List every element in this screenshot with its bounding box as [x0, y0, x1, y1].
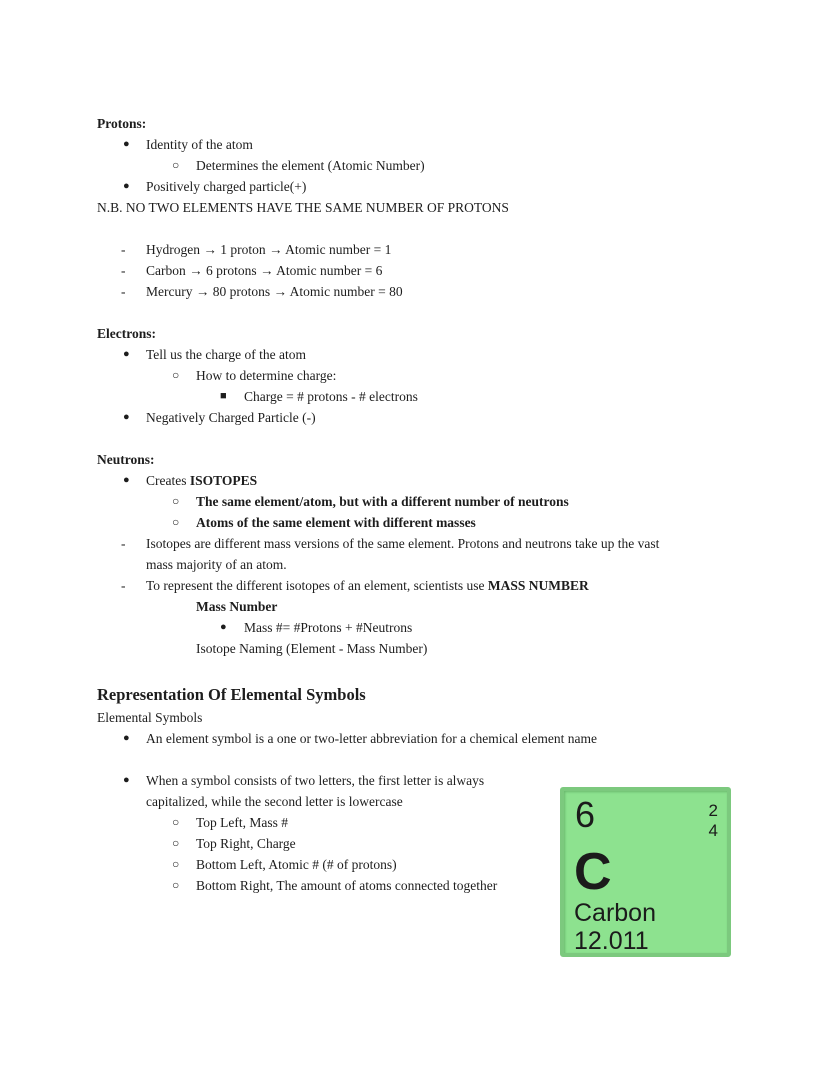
list-item: [97, 533, 722, 554]
nota-bene-line: N.B. NO TWO ELEMENTS HAVE THE SAME NUMBER OF PROTONS: [97, 200, 509, 215]
list-item-text: Charge = # protons - # electrons: [244, 389, 418, 404]
list-item-text: Top Left, Mass #: [196, 815, 289, 830]
circle-bullet-icon: ○: [172, 815, 180, 829]
element-tile-top-row: [564, 791, 727, 841]
bullet-icon: ●: [123, 180, 130, 192]
mass-number-subheading: Mass Number: [196, 599, 278, 614]
list-item-text: Identity of the atom: [146, 137, 253, 152]
isotopes-term: ISOTOPES: [189, 473, 258, 488]
list-item-text: Negatively Charged Particle (-): [146, 410, 316, 425]
protons-heading: Protons:: [97, 116, 147, 131]
circle-bullet-icon: ○: [172, 836, 180, 850]
circle-bullet-icon: ○: [172, 494, 180, 508]
atoms-connected-value: 4: [708, 821, 718, 840]
list-item: [97, 134, 722, 155]
blank-line: [97, 749, 722, 770]
charge-value: 2: [708, 801, 718, 820]
dash-icon: -: [121, 536, 126, 551]
list-item: [97, 176, 722, 197]
bullet-icon: ●: [123, 474, 130, 486]
atomic-number-value: 6: [575, 794, 596, 835]
list-item-text: Tell us the charge of the atom: [146, 347, 307, 362]
circle-bullet-icon: ○: [172, 857, 180, 871]
list-item-text: When a symbol consists of two letters, the first letter is always: [146, 773, 485, 788]
list-item-text: Mass #= #Protons + #Neutrons: [244, 620, 413, 635]
elemental-symbols-subheading: Elemental Symbols: [97, 710, 203, 725]
blank-line: [97, 659, 722, 680]
list-item-text: An element symbol is a one or two-letter abbreviation for a chemical element name: [146, 731, 597, 746]
creates-text: Creates: [146, 473, 190, 488]
list-item-text: Determines the element (Atomic Number): [196, 158, 425, 173]
list-item-text: How to determine charge:: [196, 368, 337, 383]
notes-content: [97, 113, 722, 896]
list-item-text: Isotopes are different mass versions of the same element. Protons and neutrons take up the vast: [146, 536, 660, 551]
circle-bullet-icon: ○: [172, 515, 180, 529]
mass-number-term: MASS NUMBER: [487, 578, 589, 593]
list-item-continuation: mass majority of an atom.: [146, 557, 287, 572]
isotope-naming-line: Isotope Naming (Element - Mass Number): [196, 641, 428, 656]
list-item-text: Atoms of the same element with different masses: [196, 515, 476, 530]
list-item: [97, 491, 722, 512]
list-item-text: Carbon → 6 protons → Atomic number = 6: [146, 263, 383, 278]
element-symbol: C: [574, 843, 612, 901]
list-item: [97, 575, 722, 596]
circle-bullet-icon: ○: [172, 158, 180, 172]
list-item-text: Mercury → 80 protons → Atomic number = 80: [146, 284, 403, 299]
neutrons-heading: Neutrons:: [97, 452, 155, 467]
element-name: Carbon: [574, 899, 656, 927]
bullet-icon: ●: [123, 774, 130, 786]
list-item: [97, 386, 722, 407]
bullet-icon: ●: [220, 621, 227, 633]
circle-bullet-icon: ○: [172, 878, 180, 892]
list-item-text: Bottom Right, The amount of atoms connected together: [196, 878, 498, 893]
list-item: [97, 344, 722, 365]
blank-line: [97, 218, 722, 239]
list-item-text: Top Right, Charge: [196, 836, 296, 851]
dash-icon: -: [121, 242, 126, 257]
list-item: [97, 365, 722, 386]
list-item-continuation: capitalized, while the second letter is lowercase: [146, 794, 403, 809]
dash-icon: -: [121, 578, 126, 593]
dash-icon: -: [121, 284, 126, 299]
list-item-text: [146, 578, 589, 593]
list-item: [97, 512, 722, 533]
carbon-element-tile: [560, 787, 731, 957]
list-item: [97, 260, 722, 281]
list-item-text: [146, 473, 257, 488]
bullet-icon: ●: [123, 411, 130, 423]
list-item: [97, 617, 722, 638]
blank-line: [97, 428, 722, 449]
circle-bullet-icon: ○: [172, 368, 180, 382]
representation-heading: Representation Of Elemental Symbols: [97, 685, 366, 704]
list-item: [97, 239, 722, 260]
list-item-text: Positively charged particle(+): [146, 179, 307, 194]
list-item-text: Hydrogen → 1 proton → Atomic number = 1: [146, 242, 392, 257]
blank-line: [97, 302, 722, 323]
bullet-icon: ●: [123, 732, 130, 744]
dash-icon: -: [121, 263, 126, 278]
list-item: [97, 407, 722, 428]
bullet-icon: ●: [123, 138, 130, 150]
list-item: [97, 281, 722, 302]
element-atomic-mass: 12.011: [574, 927, 649, 955]
list-item: [97, 728, 722, 749]
electrons-heading: Electrons:: [97, 326, 156, 341]
square-bullet-icon: ■: [220, 390, 227, 402]
element-tile-right-column: [709, 801, 718, 841]
represent-text: To represent the different isotopes of an element, scientists use: [146, 578, 488, 593]
list-item: [97, 155, 722, 176]
bullet-icon: ●: [123, 348, 130, 360]
list-item: [97, 470, 722, 491]
list-item-text: The same element/atom, but with a different number of neutrons: [196, 494, 569, 509]
list-item-text: Bottom Left, Atomic # (# of protons): [196, 857, 397, 872]
